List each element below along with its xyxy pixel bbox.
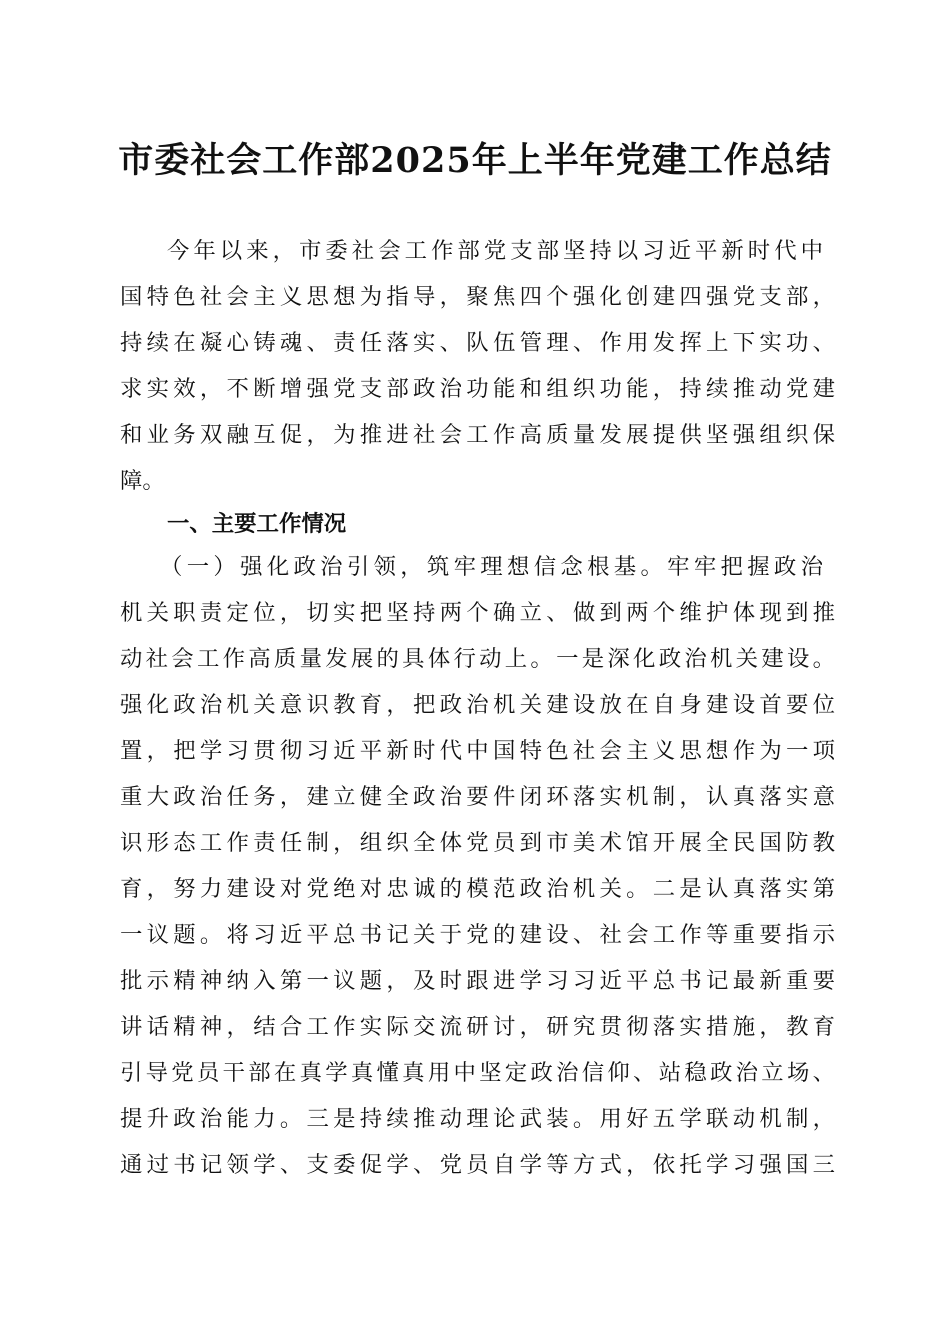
body-line: 批示精神纳入第一议题，及时跟进学习习近平总书记最新重要: [120, 968, 835, 994]
document-title: 市委社会工作部2025年上半年党建工作总结: [118, 140, 832, 181]
intro-line: 和业务双融互促，为推进社会工作高质量发展提供坚强组织保: [120, 422, 835, 448]
body-line: （一）强化政治引领，筑牢理想信念根基。牢牢把握政治: [160, 554, 823, 580]
body-line: 一议题。将习近平总书记关于党的建设、社会工作等重要指示: [120, 922, 835, 948]
intro-line: 障。: [120, 468, 165, 494]
section-heading: 一、主要工作情况: [167, 511, 347, 537]
body-line: 讲话精神，结合工作实际交流研讨，研究贯彻落实措施，教育: [120, 1014, 835, 1040]
intro-line: 持续在凝心铸魂、责任落实、队伍管理、作用发挥上下实功、: [120, 330, 835, 356]
body-line: 机关职责定位，切实把坚持两个确立、做到两个维护体现到推: [120, 600, 835, 626]
body-line: 重大政治任务，建立健全政治要件闭环落实机制，认真落实意: [120, 784, 835, 810]
intro-line: 国特色社会主义思想为指导，聚焦四个强化创建四强党支部，: [120, 284, 835, 310]
intro-line: 求实效，不断增强党支部政治功能和组织功能，持续推动党建: [120, 376, 835, 402]
body-line: 强化政治机关意识教育，把政治机关建设放在自身建设首要位: [120, 692, 835, 718]
body-line: 提升政治能力。三是持续推动理论武装。用好五学联动机制，: [120, 1106, 835, 1132]
body-line: 通过书记领学、支委促学、党员自学等方式，依托学习强国三: [120, 1152, 835, 1178]
body-line: 引导党员干部在真学真懂真用中坚定政治信仰、站稳政治立场、: [120, 1060, 835, 1086]
body-line: 动社会工作高质量发展的具体行动上。一是深化政治机关建设。: [120, 646, 835, 672]
body-line: 识形态工作责任制，组织全体党员到市美术馆开展全民国防教: [120, 830, 835, 856]
intro-line: 今年以来，市委社会工作部党支部坚持以习近平新时代中: [167, 238, 823, 264]
body-line: 育，努力建设对党绝对忠诚的模范政治机关。二是认真落实第: [120, 876, 835, 902]
body-line: 置，把学习贯彻习近平新时代中国特色社会主义思想作为一项: [120, 738, 835, 764]
